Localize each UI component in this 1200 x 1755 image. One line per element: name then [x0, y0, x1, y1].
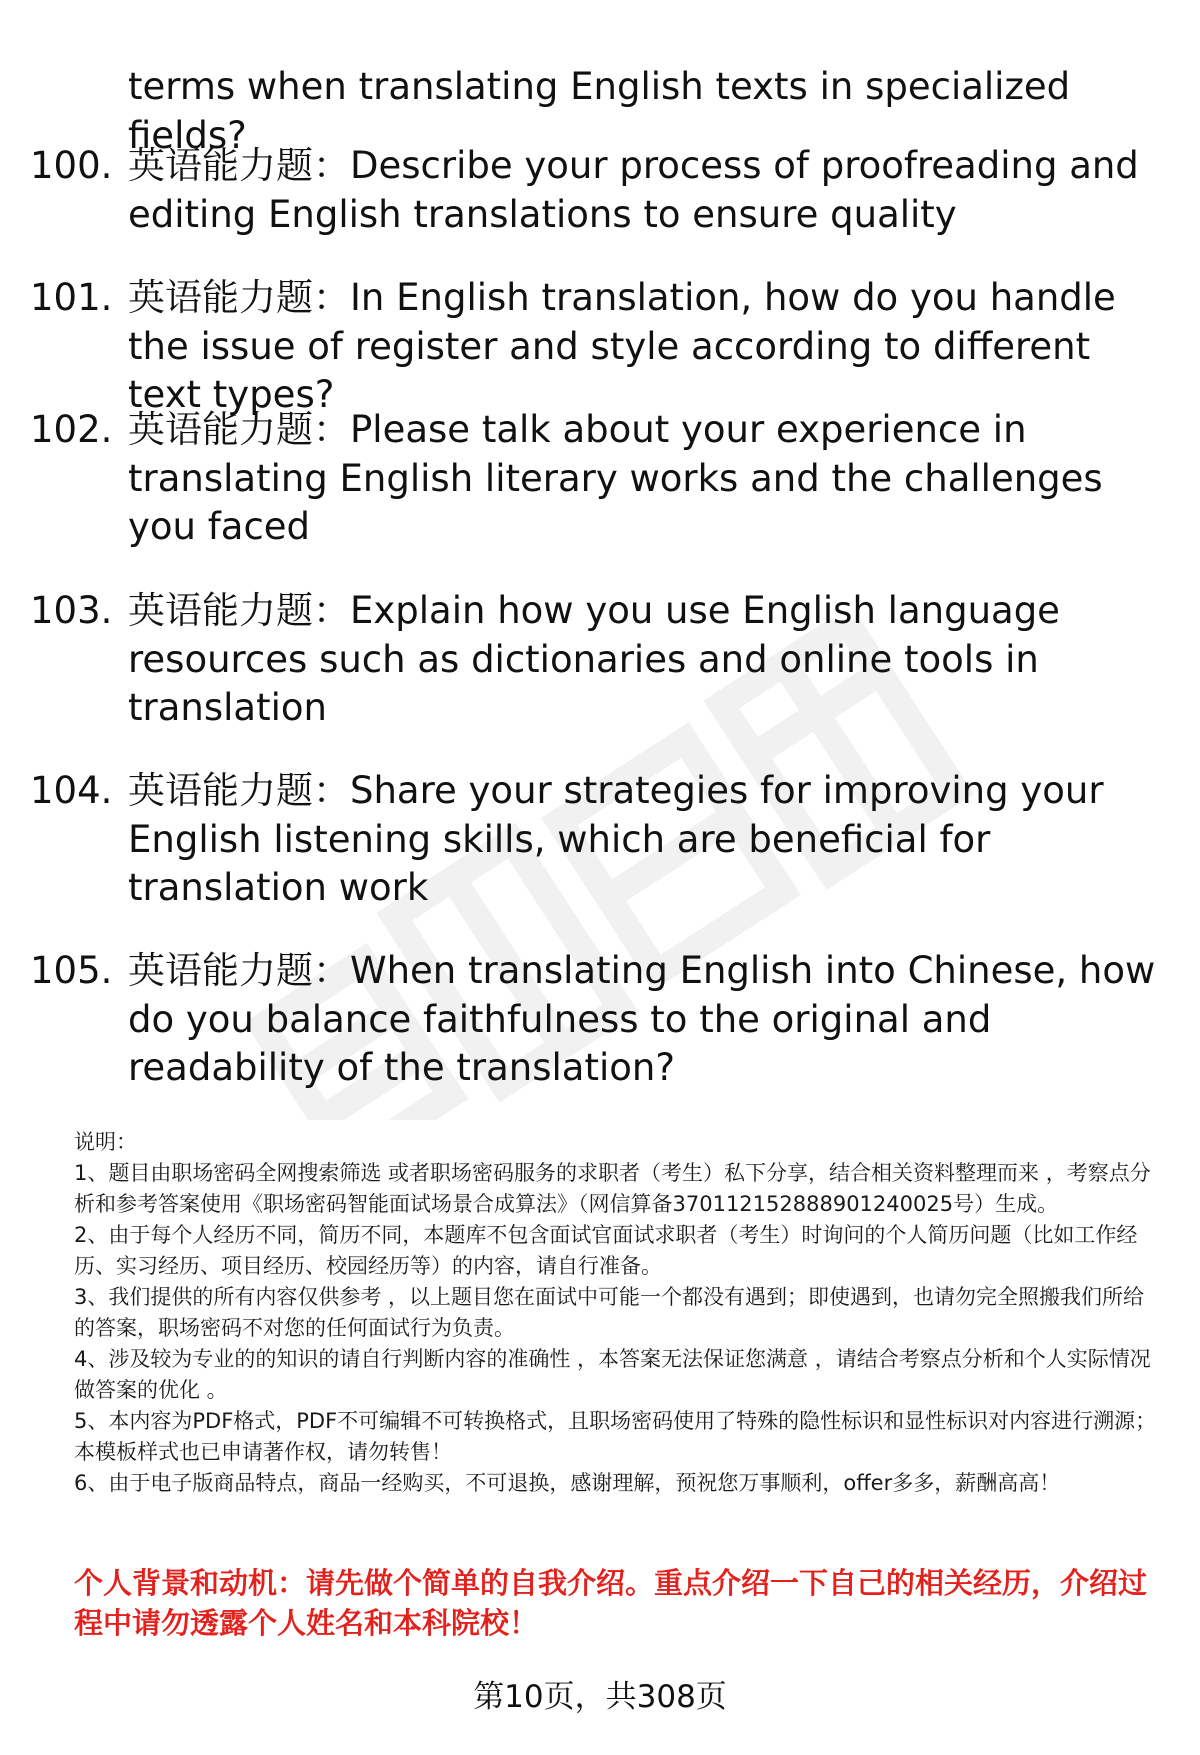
question-number: 102. — [30, 408, 113, 451]
question-body — [128, 406, 1170, 552]
note-item: 5、本内容为PDF格式，PDF不可编辑不可转换格式，且职场密码使用了特殊的隐性标识和显性标识对内容进行溯源；本模板样式也已申请著作权，请勿转售！ — [74, 1409, 1157, 1464]
question-category: 英语能力题： — [128, 769, 350, 812]
notes-title: 说明： — [74, 1130, 137, 1154]
question-text: Explain how you use English language resources such as dictionaries and online tools in translation — [128, 589, 1060, 729]
question-category: 英语能力题： — [128, 276, 350, 319]
question-text: Describe your process of proofreading and editing English translations to ensure quality — [128, 144, 1139, 236]
question-number: 105. — [30, 949, 113, 992]
question-number: 104. — [30, 769, 113, 812]
notes-section — [74, 1127, 1164, 1499]
question-text: Please talk about your experience in translating English literary works and the challenges you faced — [128, 408, 1103, 548]
note-item: 2、由于每个人经历不同，简历不同，本题库不包含面试官面试求职者（考生）时询问的个人简历问题（比如工作经历、实习经历、项目经历、校园经历等）的内容，请自行准备。 — [74, 1223, 1138, 1278]
question-text: When translating English into Chinese, how do you balance faithfulness to the original and readability of the translation? — [128, 949, 1156, 1089]
note-item: 6、由于电子版商品特点，商品一经购买，不可退换，感谢理解，预祝您万事顺利，offer多多，薪酬高高！ — [74, 1471, 1061, 1495]
question-body — [128, 274, 1170, 420]
note-item: 1、题目由职场密码全网搜索筛选 或者职场密码服务的求职者（考生）私下分享，结合相关资料整理而来 ，考察点分析和参考答案使用《职场密码智能面试场景合成算法》（网信算备370112152888901240025号）生成。 — [74, 1161, 1151, 1216]
question-body — [128, 947, 1170, 1093]
question-body — [128, 587, 1170, 733]
question-category: 英语能力题： — [128, 408, 350, 451]
question-number: 100. — [30, 144, 113, 187]
note-item: 4、涉及较为专业的的知识的请自行判断内容的准确性 ，本答案无法保证您满意 ，请结合考察点分析和个人实际情况做答案的优化 。 — [74, 1347, 1151, 1402]
question-text: Share your strategies for improving your English listening skills, which are beneficial for translation work — [128, 769, 1104, 909]
note-item: 3、我们提供的所有内容仅供参考 ，以上题目您在面试中可能一个都没有遇到；即使遇到，也请勿完全照搬我们所给的答案，职场密码不对您的任何面试行为负责。 — [74, 1285, 1145, 1340]
page-number: 第10页，共308页 — [473, 1679, 727, 1715]
question-text: In English translation, how do you handle the issue of register and style according to different text types? — [128, 276, 1116, 416]
question-body — [128, 142, 1170, 239]
highlight-prompt: 个人背景和动机：请先做个简单的自我介绍。重点介绍一下自己的相关经历，介绍过程中请勿透露个人姓名和本科院校！ — [74, 1566, 1148, 1640]
question-number: 101. — [30, 276, 113, 319]
question-category: 英语能力题： — [128, 144, 350, 187]
question-category: 英语能力题： — [128, 589, 350, 632]
question-category: 英语能力题： — [128, 949, 350, 992]
question-body — [128, 767, 1170, 913]
question-text: terms when translating English texts in specialized fields? — [128, 65, 1071, 157]
question-number: 103. — [30, 589, 113, 632]
